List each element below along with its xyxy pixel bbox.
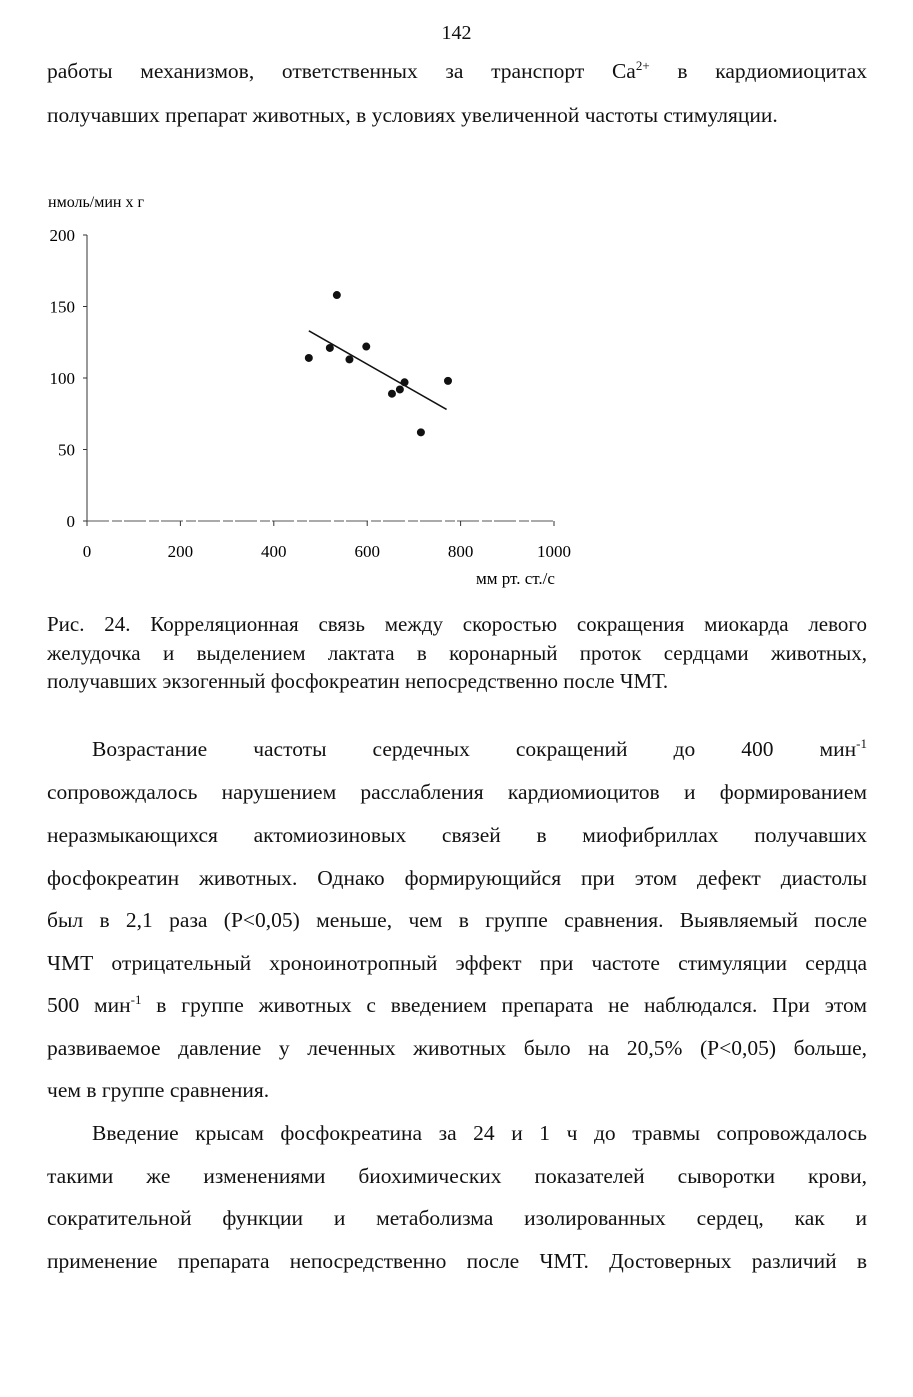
x-tick-label: 0 [82, 542, 92, 561]
data-point [401, 378, 409, 386]
scatter-chart [30, 185, 600, 595]
data-point [345, 355, 353, 363]
data-point [444, 377, 452, 385]
paragraph1-line-7-pre: 500 мин [47, 993, 131, 1017]
paragraph1-line-7 [47, 992, 867, 1018]
y-tick-label: 100 [49, 369, 75, 388]
y-axis-label: нмоль/мин х г [48, 194, 145, 211]
paragraph2-line-1: Введение крысам фосфокреатина за 24 и 1 ч до травмы сопровождалось [92, 1121, 867, 1145]
x-tick-label: 200 [167, 542, 194, 561]
intro-line-2: получавших препарат животных, в условиях увеличенной частоты стимуляции. [47, 103, 778, 127]
paragraph2-line-3: сократительной функции и метаболизма изолированных сердец, как и [47, 1206, 867, 1230]
y-tick-label: 0 [66, 512, 75, 531]
data-point [305, 354, 313, 362]
paragraph1-line-2: сопровождалось нарушением расслабления кардиомиоцитов и формированием [47, 780, 867, 804]
y-ticks [50, 226, 88, 531]
intro-line-1-pre: работы механизмов, ответственных за транспорт Ca [47, 59, 636, 83]
intro-line-1-post: в кардиомиоцитах [649, 59, 867, 83]
x-axis-label: мм рт. ст./с [476, 569, 555, 588]
x-tick-label: 1000 [537, 542, 571, 561]
paragraph2-line-2: такими же изменениями биохимических показателей сыворотки крови, [47, 1164, 867, 1188]
intro-line-1 [47, 58, 867, 84]
y-tick-label: 50 [58, 440, 75, 460]
data-point [326, 344, 334, 352]
data-point [388, 390, 396, 398]
caption-line-1: Рис. 24. Корреляционная связь между скоростью сокращения миокарда левого [47, 612, 867, 636]
x-tick-label: 600 [354, 542, 380, 561]
paragraph1-line-7-post: в группе животных с введением препарата не наблюдался. При этом [141, 993, 867, 1017]
data-point [333, 291, 341, 299]
paragraph1-line-5: был в 2,1 раза (P<0,05) меньше, чем в группе сравнения. Выявляемый после [47, 908, 867, 932]
trend-line [309, 331, 447, 410]
y-tick-label: 200 [49, 226, 75, 245]
paragraph1-line-1-text: Возрастание частоты сердечных сокращений до 400 мин [92, 737, 857, 761]
paragraph1-line-1 [92, 736, 867, 762]
paragraph1-line-9: чем в группе сравнения. [47, 1078, 270, 1102]
paragraph1-line-3: неразмыкающихся актомиозиновых связей в миофибриллах получавших [47, 823, 867, 847]
x-tick-label: 400 [261, 542, 287, 561]
data-point [396, 385, 404, 393]
data-point [417, 428, 425, 436]
caption-line-3: получавших экзогенный фосфокреатин непосредственно после ЧМТ. [47, 669, 669, 693]
page-number: 142 [441, 22, 472, 44]
caption-line-2: желудочка и выделением лактата в коронарный проток сердцами животных, [47, 641, 867, 665]
paragraph1-line-8: развиваемое давление у леченных животных было на 20,5% (P<0,05) больше, [47, 1036, 867, 1060]
x-ticks [83, 521, 571, 561]
min-superscript-2: -1 [130, 991, 142, 1007]
paragraph1-line-6: ЧМТ отрицательный хроноинотропный эффект при частоте стимуляции сердца [47, 951, 867, 975]
paragraph1-line-4: фосфокреатин животных. Однако формирующийся при этом дефект диастолы [47, 866, 867, 890]
data-point [362, 343, 370, 351]
ca-charge-superscript: 2+ [635, 57, 650, 73]
paragraph2-line-4: применение препарата непосредственно после ЧМТ. Достоверных различий в [47, 1249, 867, 1273]
y-tick-label: 150 [49, 297, 75, 317]
x-tick-label: 800 [447, 542, 474, 561]
min-superscript-1: -1 [856, 735, 867, 751]
data-points [305, 291, 452, 436]
